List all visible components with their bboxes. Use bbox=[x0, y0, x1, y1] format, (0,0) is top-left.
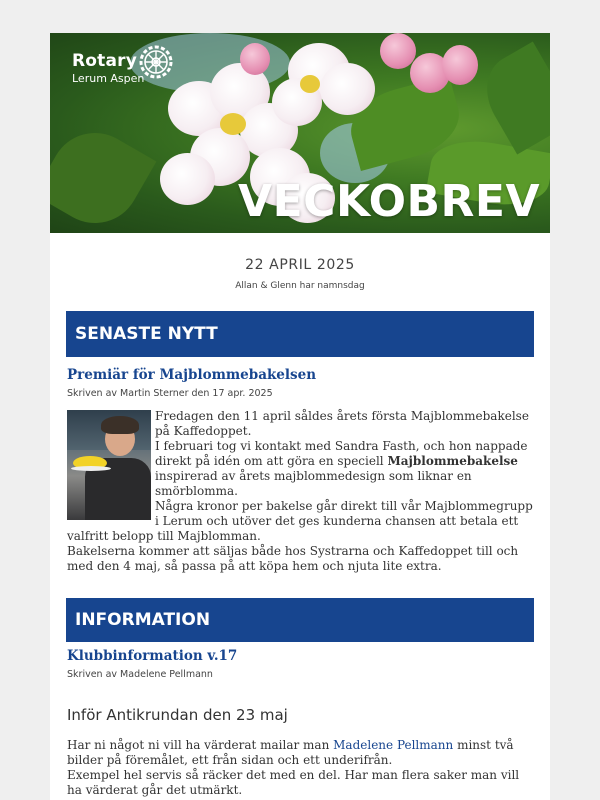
article-subheading: Inför Antikrundan den 23 maj bbox=[67, 706, 288, 724]
issue-date: 22 APRIL 2025 bbox=[245, 257, 355, 273]
photo-hair bbox=[101, 416, 139, 434]
blossom-center bbox=[220, 113, 246, 135]
blossom-bud bbox=[240, 43, 270, 75]
nameday-text: Allan & Glenn har namnsdag bbox=[235, 281, 365, 291]
article-byline: Skriven av Madelene Pellmann bbox=[67, 669, 213, 680]
logo-club-name: Lerum Aspen bbox=[72, 72, 145, 85]
article-photo bbox=[67, 410, 151, 520]
photo-plate bbox=[71, 466, 111, 471]
article-paragraph: Bakelserna kommer att säljas både hos Systrarna och Kaffedoppet till och med den 4 maj, så passa på att köpa hem och njuta lite extra. bbox=[67, 544, 519, 573]
article-paragraph: Fredagen den 11 april såldes årets första Majblommebakelse på Kaffedoppet. bbox=[155, 409, 529, 438]
blossom-bud bbox=[442, 45, 478, 85]
newsletter bbox=[50, 33, 550, 800]
blossom-petal bbox=[160, 153, 215, 205]
article-body bbox=[67, 738, 533, 798]
logo-wordmark: Rotary bbox=[72, 51, 138, 71]
article-paragraph: Några kronor per bakelse går direkt till vår Majblommegrupp i Lerum och utöver det ges kunderna chansen att betala ett valfritt belopp till Majblomman. bbox=[67, 499, 533, 543]
section-title: SENASTE NYTT bbox=[75, 324, 218, 344]
article-body bbox=[67, 409, 533, 574]
leaf bbox=[50, 117, 156, 233]
article-title-link[interactable]: Klubbinformation v.17 bbox=[67, 648, 238, 664]
header-banner bbox=[50, 33, 550, 233]
newsletter-title: VECKOBREV bbox=[238, 176, 540, 227]
contact-link[interactable]: Madelene Pellmann bbox=[333, 738, 454, 752]
bold-term: Majblommebakelse bbox=[387, 454, 518, 468]
article-paragraph: I februari tog vi kontakt med Sandra Fasth, och hon nappade direkt på idén om att göra en speciell Majblommebakelse inspirerad av årets majblommedesign som liknar en smörblomma. bbox=[155, 439, 528, 498]
article-byline: Skriven av Martin Sterner den 17 apr. 2025 bbox=[67, 388, 273, 399]
section-title: INFORMATION bbox=[75, 610, 211, 630]
article-paragraph: Exempel hel servis så räcker det med en del. Har man flera saker man vill ha värderat går det utmärkt. bbox=[67, 768, 520, 797]
blossom-bud bbox=[380, 33, 416, 69]
section-header-news bbox=[66, 311, 534, 357]
leaf bbox=[472, 42, 550, 155]
section-header-information bbox=[66, 598, 534, 642]
article-title-link[interactable]: Premiär för Majblommebakelsen bbox=[67, 367, 317, 383]
blossom-petal bbox=[320, 63, 375, 115]
article-paragraph: Har ni något ni vill ha värderat mailar man Madelene Pellmann minst två bilder på föremålet, ett från sidan och ett underifrån. bbox=[67, 738, 514, 767]
blossom-center bbox=[300, 75, 320, 93]
